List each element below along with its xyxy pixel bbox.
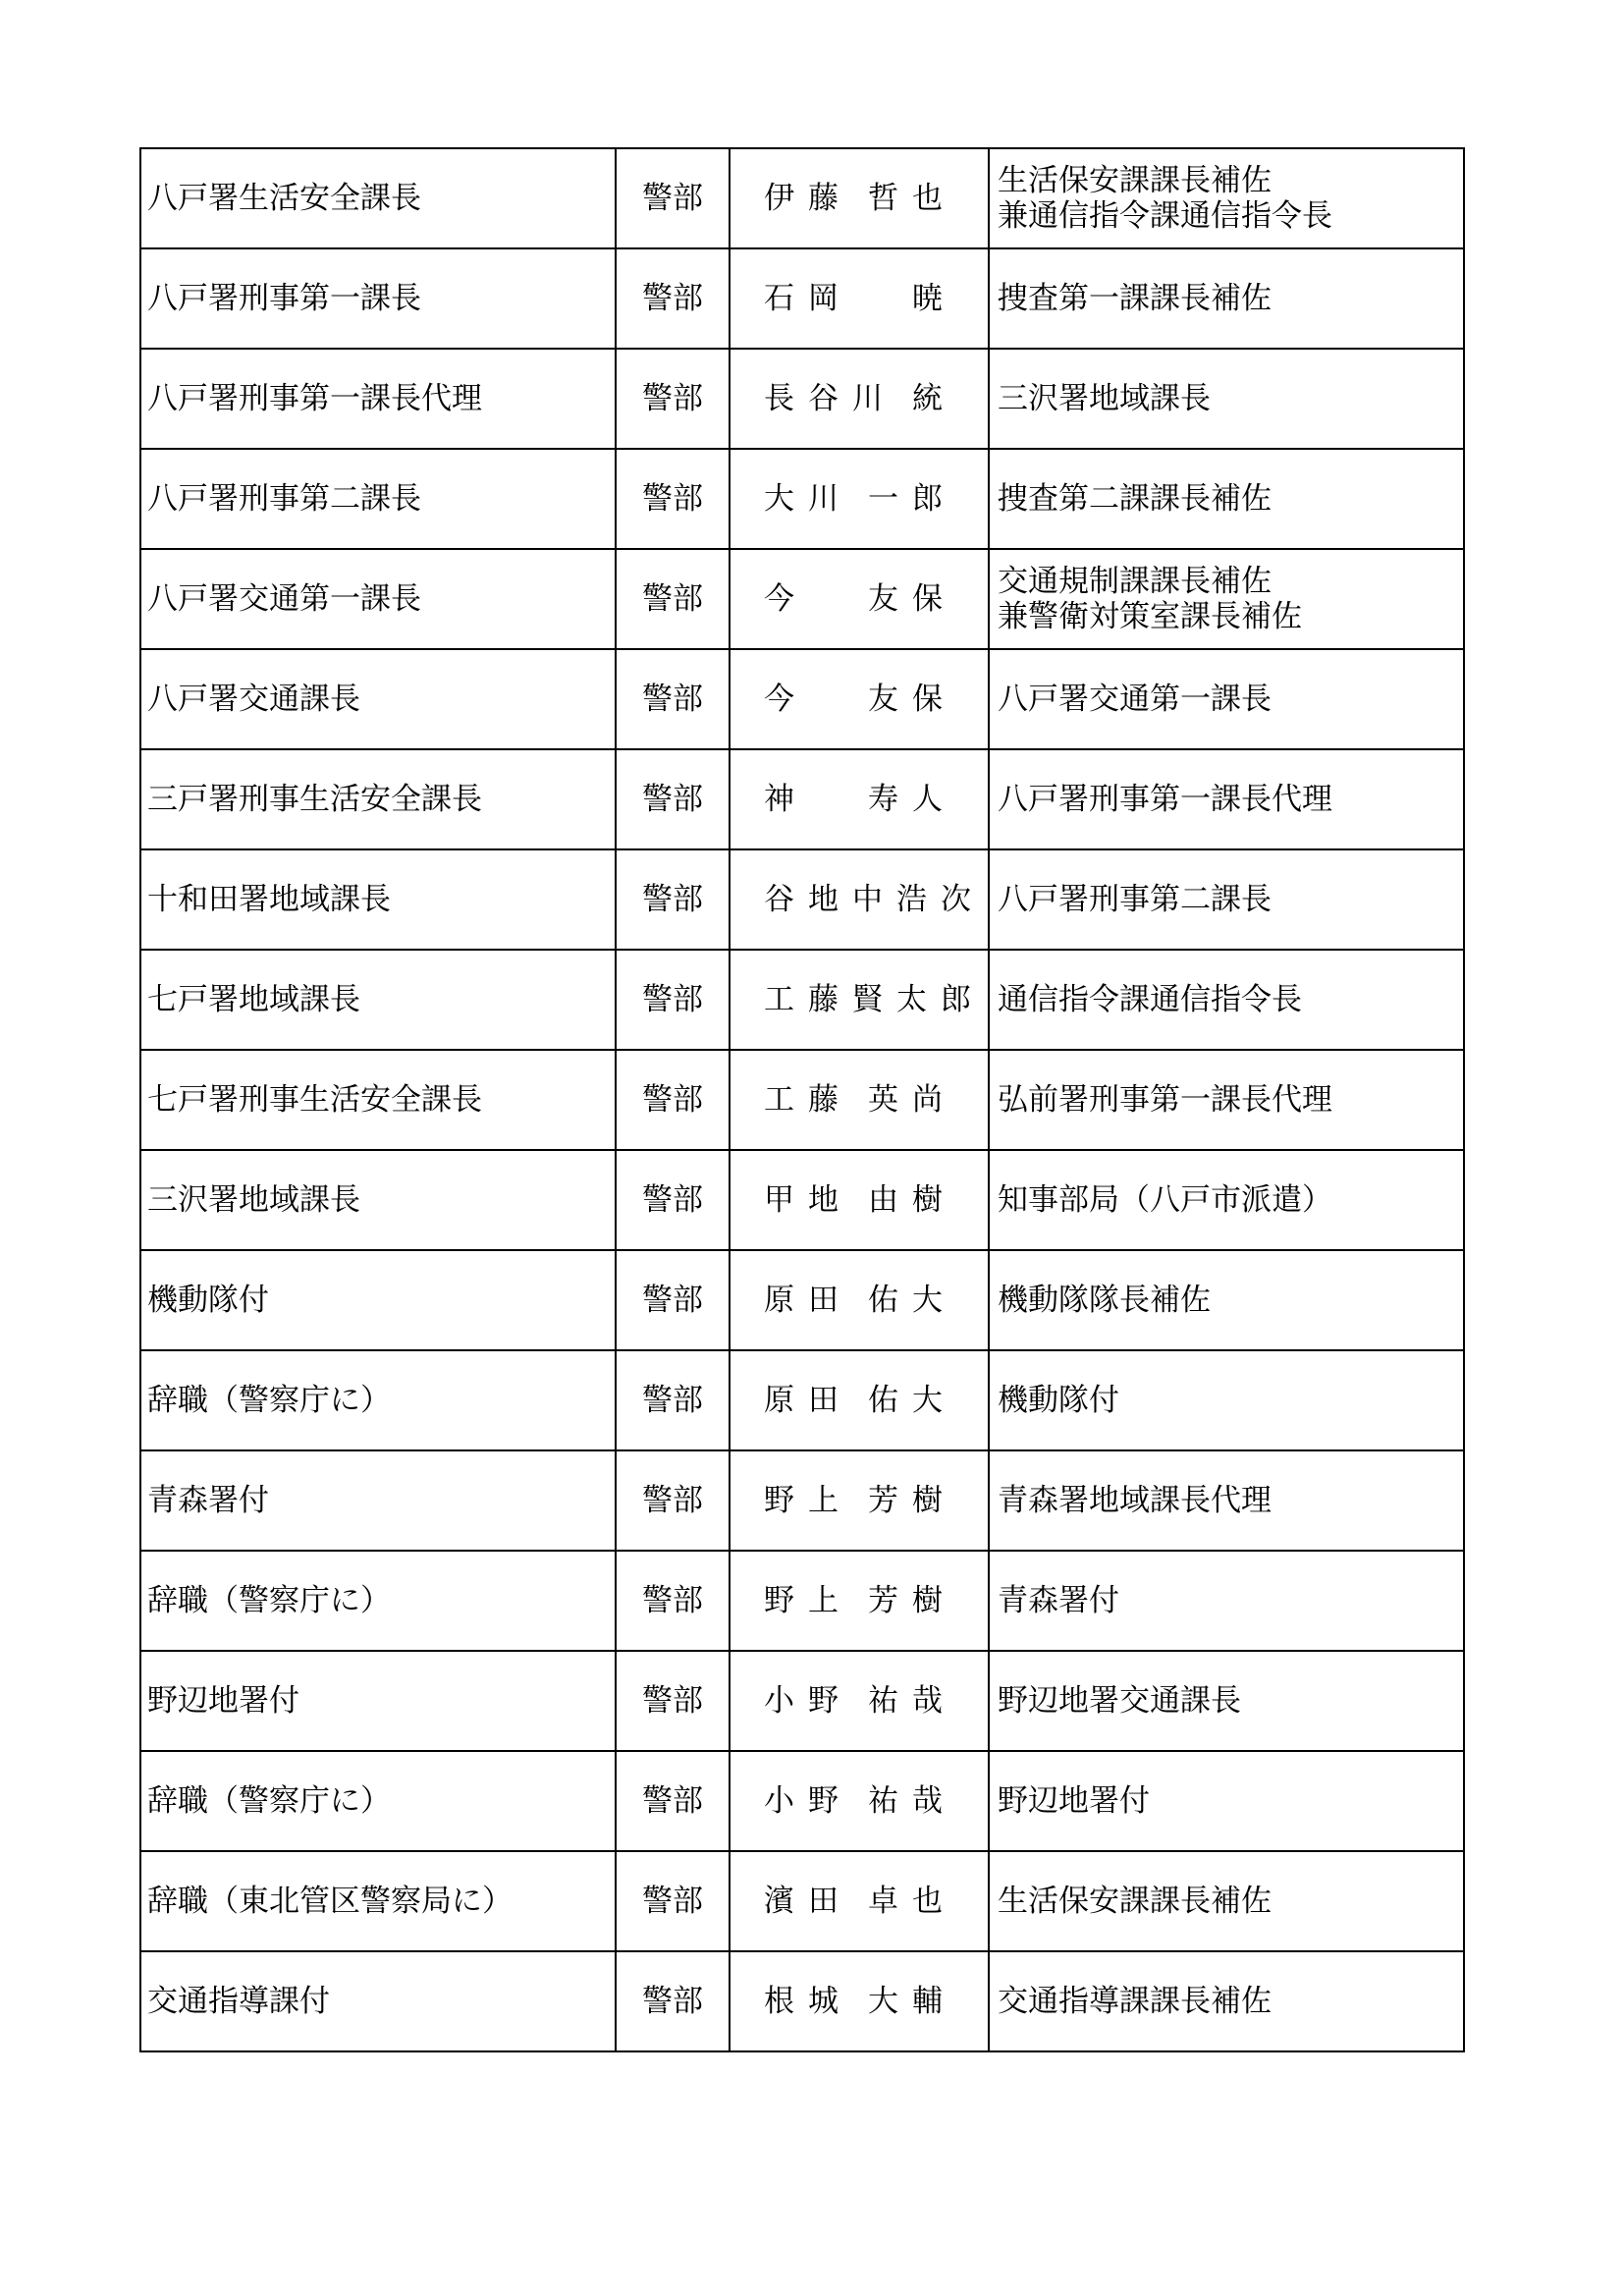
family-name: 工藤 xyxy=(764,982,852,1017)
name-cell xyxy=(730,950,989,1050)
given-name: 祐哉 xyxy=(868,1683,956,1719)
name-wrap xyxy=(731,381,988,416)
given-name: 友保 xyxy=(868,682,956,717)
given-name: 大輔 xyxy=(868,1984,956,2019)
name-cell xyxy=(730,1851,989,1951)
name-cell xyxy=(730,1551,989,1651)
previous-post-cell xyxy=(989,649,1464,749)
new-post-cell: 辞職（東北管区警察局に） xyxy=(140,1851,616,1951)
new-post-cell: 交通指導課付 xyxy=(140,1951,616,2051)
name-wrap xyxy=(731,1283,988,1318)
given-name: 暁 xyxy=(912,281,956,316)
name-cell xyxy=(730,1150,989,1250)
rank-cell: 警部 xyxy=(616,1551,730,1651)
name-wrap xyxy=(731,1783,988,1819)
previous-post-cell xyxy=(989,1551,1464,1651)
name-wrap xyxy=(731,1583,988,1618)
new-post-cell: 辞職（警察庁に） xyxy=(140,1551,616,1651)
family-name: 小野 xyxy=(764,1783,852,1819)
given-name: 一郎 xyxy=(868,481,956,517)
family-name: 神 xyxy=(764,782,808,817)
name-wrap xyxy=(731,1082,988,1118)
previous-post-line: 三沢署地域課長 xyxy=(998,381,1211,416)
rank-cell: 警部 xyxy=(616,248,730,349)
given-name: 寿人 xyxy=(868,782,956,817)
rank-cell: 警部 xyxy=(616,1150,730,1250)
name-wrap xyxy=(731,581,988,617)
rank-cell: 警部 xyxy=(616,1651,730,1751)
given-name: 友保 xyxy=(868,581,956,617)
previous-post-line: 交通規制課課長補佐 xyxy=(998,564,1272,599)
name-wrap xyxy=(731,982,988,1017)
rank-cell: 警部 xyxy=(616,449,730,549)
table-row xyxy=(140,950,1464,1050)
name-wrap xyxy=(731,782,988,817)
previous-post-cell xyxy=(989,1350,1464,1450)
family-name: 伊藤 xyxy=(764,181,852,216)
rank-cell: 警部 xyxy=(616,649,730,749)
family-name: 大川 xyxy=(764,481,852,517)
new-post-cell: 野辺地署付 xyxy=(140,1651,616,1751)
given-name: 由樹 xyxy=(868,1182,956,1218)
previous-post-cell xyxy=(989,950,1464,1050)
table-row xyxy=(140,1350,1464,1450)
previous-post-cell xyxy=(989,549,1464,649)
name-cell xyxy=(730,1951,989,2051)
name-wrap xyxy=(731,281,988,316)
table-row xyxy=(140,1250,1464,1350)
table-row xyxy=(140,349,1464,449)
family-name: 野上 xyxy=(764,1583,852,1618)
previous-post-cell xyxy=(989,849,1464,950)
family-name: 今 xyxy=(764,581,808,617)
previous-post-line: 弘前署刑事第一課長代理 xyxy=(998,1082,1332,1118)
previous-post-line: 野辺地署交通課長 xyxy=(998,1683,1241,1719)
family-name: 甲地 xyxy=(764,1182,852,1218)
new-post-cell: 七戸署地域課長 xyxy=(140,950,616,1050)
previous-post-line: 八戸署交通第一課長 xyxy=(998,682,1272,717)
name-cell xyxy=(730,749,989,849)
personnel-table xyxy=(139,147,1465,2052)
previous-post-cell xyxy=(989,1751,1464,1851)
rank-cell: 警部 xyxy=(616,349,730,449)
new-post-cell: 機動隊付 xyxy=(140,1250,616,1350)
previous-post-cell xyxy=(989,1050,1464,1150)
previous-post-line: 八戸署刑事第一課長代理 xyxy=(998,782,1332,817)
table-row xyxy=(140,1951,1464,2051)
given-name: 英尚 xyxy=(868,1082,956,1118)
given-name: 賢太郎 xyxy=(852,982,985,1017)
rank-cell: 警部 xyxy=(616,1851,730,1951)
table-row xyxy=(140,1450,1464,1551)
name-wrap xyxy=(731,1984,988,2019)
table-row xyxy=(140,849,1464,950)
table-row xyxy=(140,1150,1464,1250)
table-row xyxy=(140,248,1464,349)
table-row xyxy=(140,649,1464,749)
rank-cell: 警部 xyxy=(616,1050,730,1150)
name-cell xyxy=(730,1250,989,1350)
rank-cell: 警部 xyxy=(616,1350,730,1450)
family-name: 小野 xyxy=(764,1683,852,1719)
new-post-cell: 青森署付 xyxy=(140,1450,616,1551)
given-name: 佑大 xyxy=(868,1283,956,1318)
previous-post-cell xyxy=(989,449,1464,549)
given-name: 卓也 xyxy=(868,1884,956,1919)
name-cell xyxy=(730,1751,989,1851)
previous-post-cell xyxy=(989,248,1464,349)
given-name: 統 xyxy=(912,381,956,416)
previous-post-line: 生活保安課課長補佐 xyxy=(998,1884,1272,1919)
previous-post-line: 通信指令課通信指令長 xyxy=(998,982,1302,1017)
name-cell xyxy=(730,549,989,649)
family-name: 原田 xyxy=(764,1383,852,1418)
new-post-cell: 十和田署地域課長 xyxy=(140,849,616,950)
rank-cell: 警部 xyxy=(616,549,730,649)
given-name: 哲也 xyxy=(868,181,956,216)
table-row xyxy=(140,1751,1464,1851)
previous-post-line: 野辺地署付 xyxy=(998,1783,1150,1819)
rank-cell: 警部 xyxy=(616,1450,730,1551)
name-wrap xyxy=(731,1683,988,1719)
new-post-cell: 三沢署地域課長 xyxy=(140,1150,616,1250)
previous-post-cell xyxy=(989,749,1464,849)
name-wrap xyxy=(731,1182,988,1218)
rank-cell: 警部 xyxy=(616,749,730,849)
table-row xyxy=(140,1851,1464,1951)
previous-post-line: 八戸署刑事第二課長 xyxy=(998,882,1272,917)
name-cell xyxy=(730,1651,989,1751)
table-row xyxy=(140,1551,1464,1651)
table-row xyxy=(140,749,1464,849)
family-name: 石岡 xyxy=(764,281,852,316)
table-row xyxy=(140,148,1464,248)
given-name: 祐哉 xyxy=(868,1783,956,1819)
family-name: 野上 xyxy=(764,1483,852,1518)
name-cell xyxy=(730,1450,989,1551)
new-post-cell: 八戸署刑事第一課長 xyxy=(140,248,616,349)
table-row xyxy=(140,549,1464,649)
previous-post-line: 青森署地域課長代理 xyxy=(998,1483,1272,1518)
name-cell xyxy=(730,349,989,449)
family-name: 長谷川 xyxy=(764,381,896,416)
previous-post-cell xyxy=(989,1250,1464,1350)
given-name: 芳樹 xyxy=(868,1583,956,1618)
given-name: 芳樹 xyxy=(868,1483,956,1518)
rank-cell: 警部 xyxy=(616,1751,730,1851)
new-post-cell: 八戸署生活安全課長 xyxy=(140,148,616,248)
previous-post-cell xyxy=(989,1951,1464,2051)
new-post-cell: 八戸署刑事第一課長代理 xyxy=(140,349,616,449)
family-name: 根城 xyxy=(764,1984,852,2019)
previous-post-line: 機動隊隊長補佐 xyxy=(998,1283,1211,1318)
new-post-cell: 八戸署交通第一課長 xyxy=(140,549,616,649)
name-cell xyxy=(730,1050,989,1150)
family-name: 工藤 xyxy=(764,1082,852,1118)
new-post-cell: 辞職（警察庁に） xyxy=(140,1751,616,1851)
family-name: 原田 xyxy=(764,1283,852,1318)
new-post-cell: 七戸署刑事生活安全課長 xyxy=(140,1050,616,1150)
new-post-cell: 辞職（警察庁に） xyxy=(140,1350,616,1450)
previous-post-cell xyxy=(989,349,1464,449)
previous-post-line: 交通指導課課長補佐 xyxy=(998,1984,1272,2019)
previous-post-line: 機動隊付 xyxy=(998,1383,1119,1418)
given-name: 佑大 xyxy=(868,1383,956,1418)
name-wrap xyxy=(731,1383,988,1418)
previous-post-cell xyxy=(989,1450,1464,1551)
name-cell xyxy=(730,248,989,349)
table-row xyxy=(140,449,1464,549)
family-name: 濱田 xyxy=(764,1884,852,1919)
table-row xyxy=(140,1651,1464,1751)
previous-post-line: 生活保安課課長補佐 xyxy=(998,163,1272,198)
previous-post-line: 青森署付 xyxy=(998,1583,1119,1618)
rank-cell: 警部 xyxy=(616,849,730,950)
previous-post-cell xyxy=(989,1150,1464,1250)
name-cell xyxy=(730,649,989,749)
table-row xyxy=(140,1050,1464,1150)
previous-post-line: 捜査第一課課長補佐 xyxy=(998,281,1272,316)
previous-post-cell xyxy=(989,1651,1464,1751)
given-name: 浩次 xyxy=(896,882,985,917)
previous-post-line: 捜査第二課課長補佐 xyxy=(998,481,1272,517)
previous-post-line: 知事部局（八戸市派遣） xyxy=(998,1182,1332,1218)
previous-post-line: 兼警衛対策室課長補佐 xyxy=(998,599,1302,634)
previous-post-cell xyxy=(989,1851,1464,1951)
rank-cell: 警部 xyxy=(616,1250,730,1350)
previous-post-cell xyxy=(989,148,1464,248)
name-cell xyxy=(730,1350,989,1450)
name-cell xyxy=(730,449,989,549)
name-wrap xyxy=(731,481,988,517)
new-post-cell: 三戸署刑事生活安全課長 xyxy=(140,749,616,849)
rank-cell: 警部 xyxy=(616,950,730,1050)
name-wrap xyxy=(731,181,988,216)
family-name: 今 xyxy=(764,682,808,717)
name-cell xyxy=(730,148,989,248)
name-wrap xyxy=(731,1884,988,1919)
family-name: 谷地中 xyxy=(764,882,896,917)
new-post-cell: 八戸署交通課長 xyxy=(140,649,616,749)
table-body xyxy=(140,148,1464,2051)
name-cell xyxy=(730,849,989,950)
previous-post-line: 兼通信指令課通信指令長 xyxy=(998,198,1332,234)
new-post-cell: 八戸署刑事第二課長 xyxy=(140,449,616,549)
rank-cell: 警部 xyxy=(616,1951,730,2051)
name-wrap xyxy=(731,682,988,717)
rank-cell: 警部 xyxy=(616,148,730,248)
name-wrap xyxy=(731,882,988,917)
name-wrap xyxy=(731,1483,988,1518)
